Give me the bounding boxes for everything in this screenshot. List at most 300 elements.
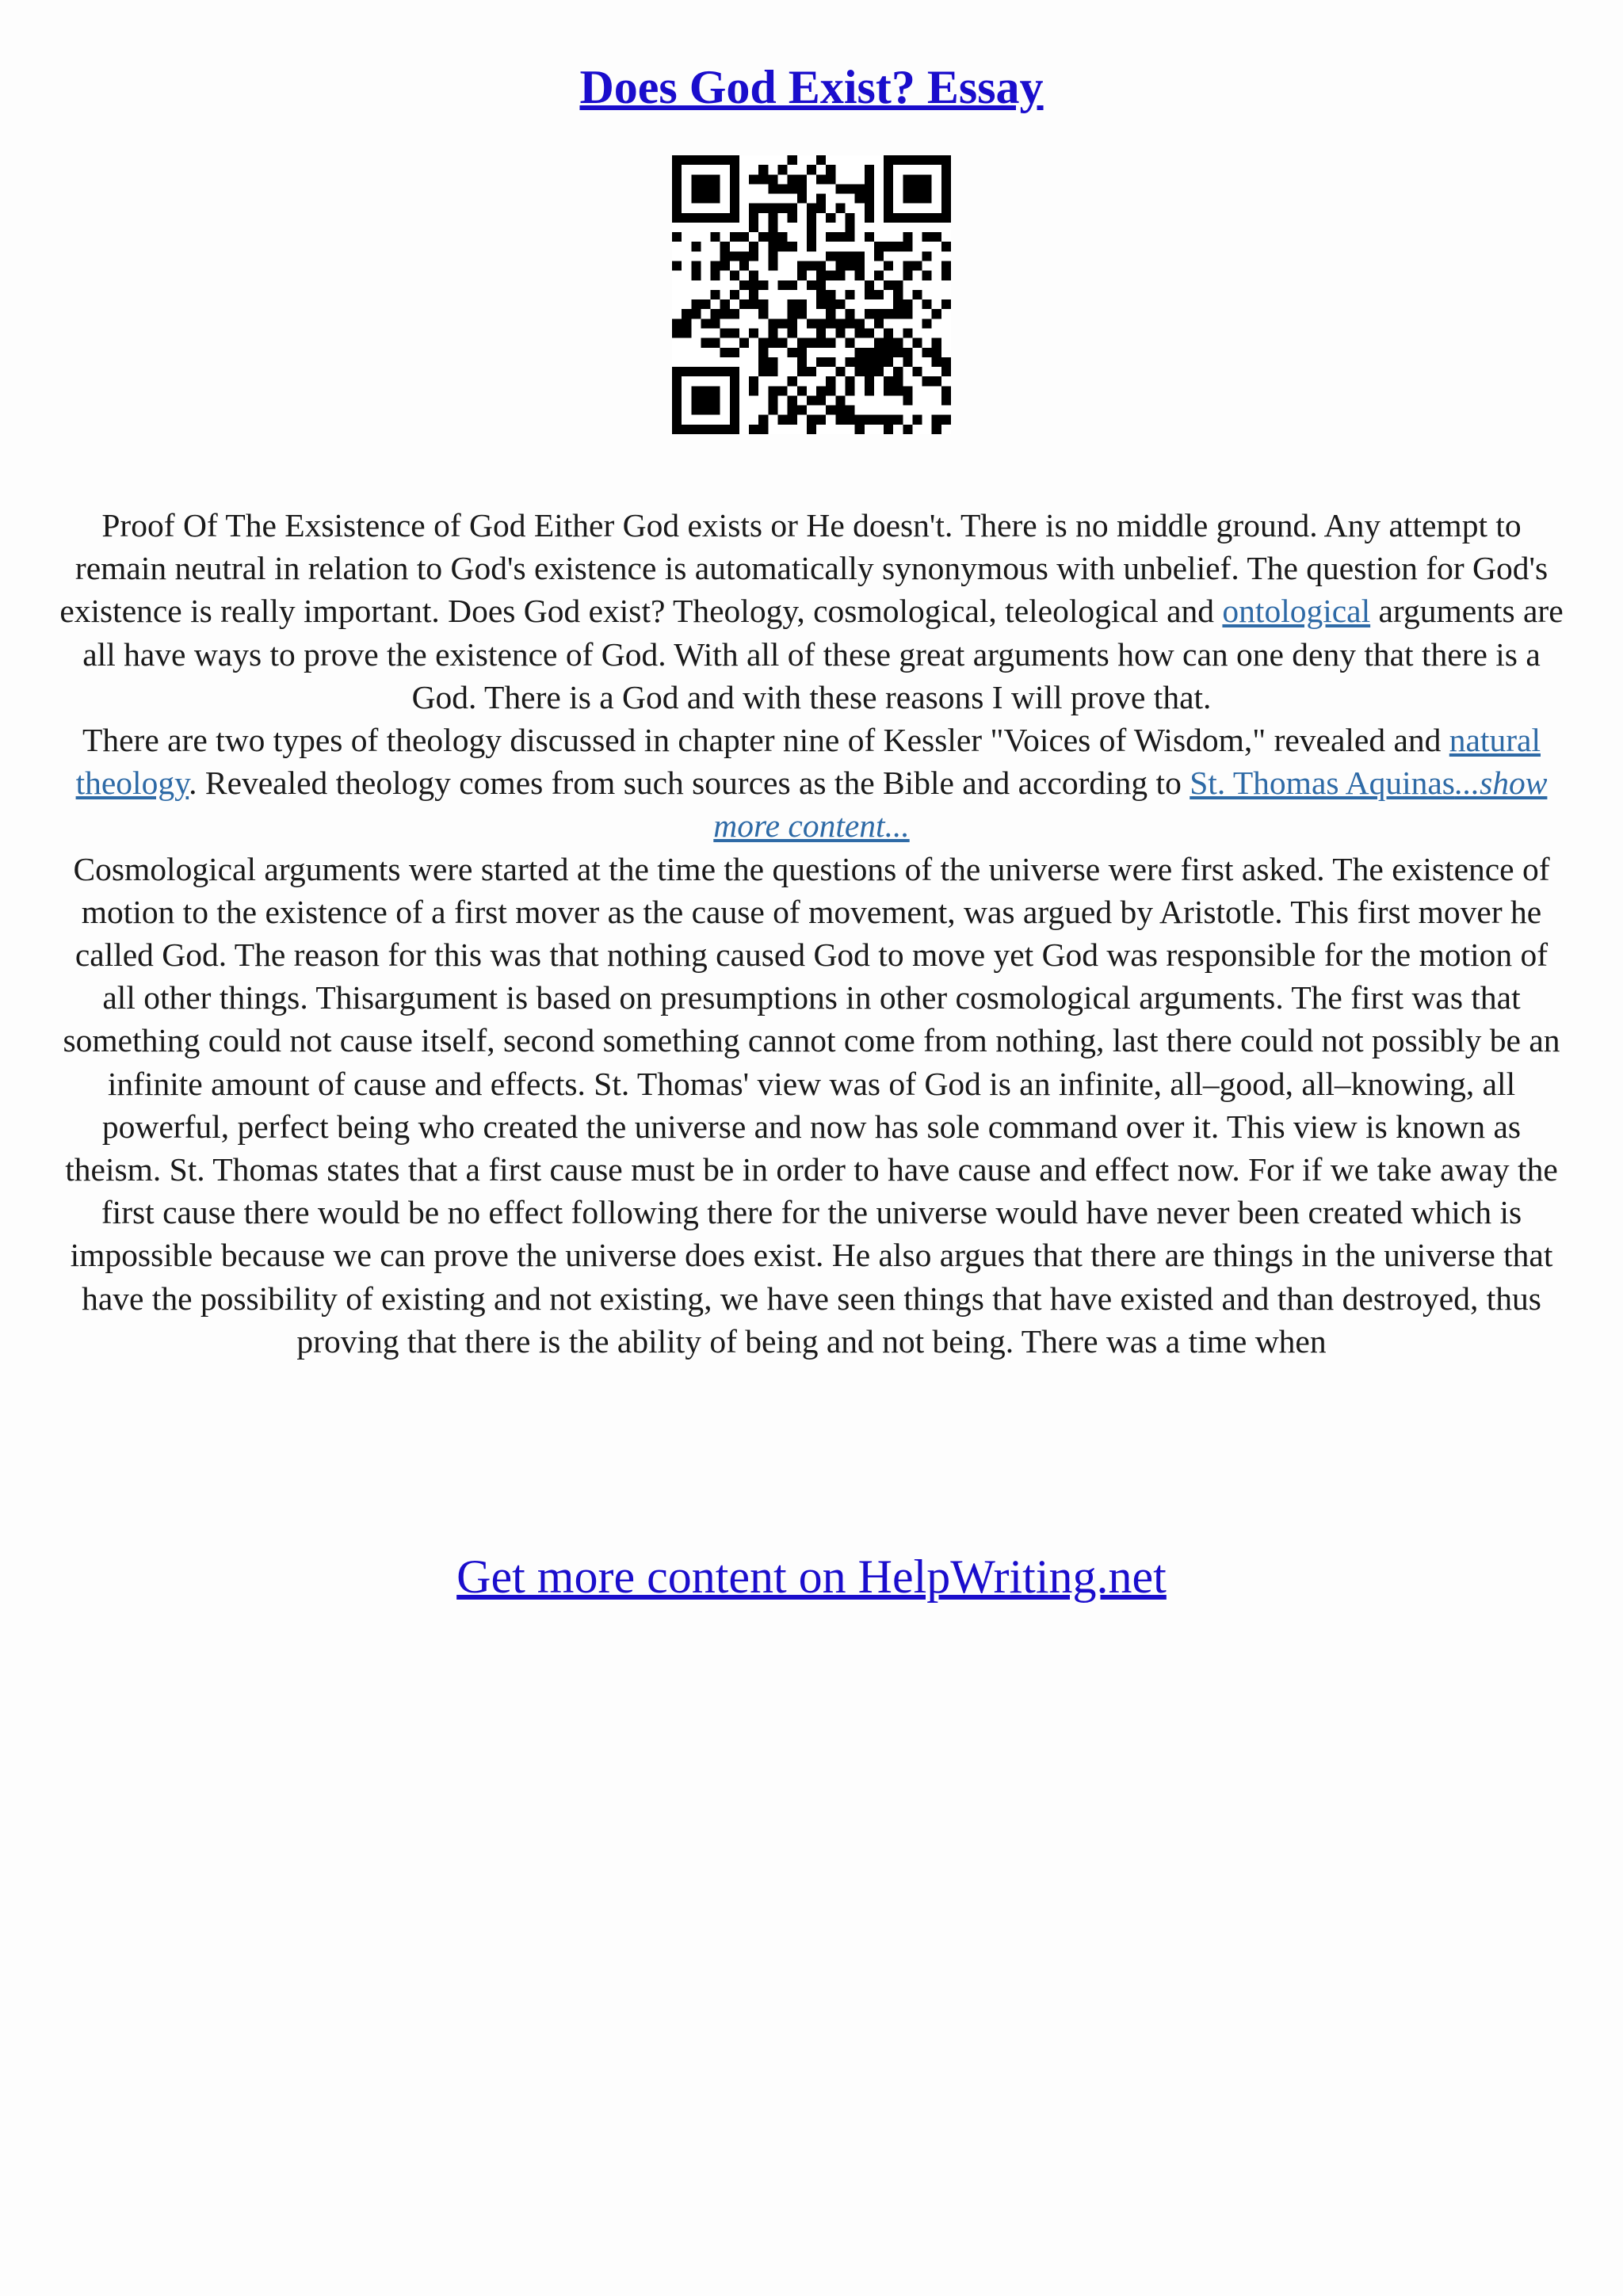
qr-module bbox=[903, 386, 912, 395]
qr-module bbox=[941, 367, 951, 376]
qr-module bbox=[691, 194, 701, 204]
qr-module bbox=[855, 328, 865, 338]
qr-module bbox=[758, 357, 768, 367]
qr-module bbox=[768, 395, 777, 405]
qr-module bbox=[893, 213, 903, 223]
qr-module bbox=[884, 213, 893, 223]
qr-module bbox=[730, 309, 739, 318]
qr-module bbox=[730, 165, 739, 174]
qr-module bbox=[884, 357, 893, 367]
qr-module bbox=[922, 174, 932, 184]
qr-module bbox=[711, 395, 720, 405]
qr-module bbox=[835, 328, 845, 338]
qr-module bbox=[835, 299, 845, 309]
qr-module bbox=[778, 232, 788, 242]
qr-module bbox=[835, 261, 845, 271]
qr-module bbox=[845, 223, 854, 232]
qr-module bbox=[768, 204, 777, 213]
qr-module bbox=[758, 415, 768, 425]
qr-module bbox=[884, 338, 893, 348]
qr-module bbox=[826, 165, 835, 174]
qr-module bbox=[672, 165, 682, 174]
qr-module bbox=[672, 155, 682, 165]
qr-module bbox=[826, 174, 835, 184]
qr-module bbox=[816, 328, 826, 338]
qr-module bbox=[720, 348, 730, 357]
qr-module bbox=[730, 204, 739, 213]
qr-module bbox=[778, 318, 788, 328]
qr-module bbox=[701, 406, 710, 415]
qr-module bbox=[932, 338, 941, 348]
qr-module bbox=[778, 242, 788, 251]
qr-module bbox=[903, 194, 912, 204]
qr-module bbox=[874, 415, 884, 425]
qr-module bbox=[941, 155, 951, 165]
qr-module bbox=[711, 367, 720, 376]
helpwriting-link[interactable]: Get more content on HelpWriting.net bbox=[456, 1550, 1167, 1603]
qr-code-graphic bbox=[672, 155, 951, 434]
qr-module bbox=[730, 194, 739, 204]
qr-module bbox=[807, 204, 816, 213]
qr-module bbox=[845, 251, 854, 261]
qr-module bbox=[788, 348, 797, 357]
qr-module bbox=[826, 213, 835, 223]
qr-module bbox=[893, 242, 903, 251]
qr-module bbox=[903, 155, 912, 165]
qr-module bbox=[826, 338, 835, 348]
qr-module bbox=[932, 213, 941, 223]
qr-module bbox=[701, 318, 710, 328]
qr-module bbox=[691, 261, 701, 271]
paragraph-intro-text-a: Proof Of The Exsistence of God Either God exists or He doesn't. There is no middle ground. Any attempt to remain neutral in relation to God's existence is automatically synonymous with unbelief. The question for God's existence is really important. Does God exist? Theology, cosmological, teleological and bbox=[59, 507, 1549, 630]
qr-module bbox=[845, 232, 854, 242]
qr-module bbox=[816, 338, 826, 348]
qr-module bbox=[845, 213, 854, 223]
qr-module bbox=[749, 425, 758, 434]
qr-module bbox=[807, 280, 816, 290]
qr-module bbox=[922, 155, 932, 165]
qr-module bbox=[672, 213, 682, 223]
qr-module bbox=[720, 328, 730, 338]
qr-module bbox=[835, 318, 845, 328]
qr-module bbox=[672, 328, 682, 338]
qr-module bbox=[701, 213, 710, 223]
qr-module bbox=[884, 155, 893, 165]
qr-module bbox=[672, 184, 682, 193]
qr-module bbox=[941, 242, 951, 251]
qr-module bbox=[768, 386, 777, 395]
qr-module bbox=[682, 318, 691, 328]
qr-module bbox=[788, 309, 797, 318]
qr-module bbox=[701, 299, 710, 309]
qr-module bbox=[672, 174, 682, 184]
qr-module bbox=[730, 395, 739, 405]
ontological-link[interactable]: ontological bbox=[1222, 593, 1371, 630]
qr-module bbox=[768, 261, 777, 271]
qr-module bbox=[749, 223, 758, 232]
qr-module bbox=[807, 338, 816, 348]
qr-module bbox=[884, 328, 893, 338]
qr-module bbox=[788, 395, 797, 405]
qr-module bbox=[758, 348, 768, 357]
qr-module bbox=[816, 204, 826, 213]
qr-module bbox=[711, 338, 720, 348]
qr-module bbox=[922, 348, 932, 357]
qr-module bbox=[730, 367, 739, 376]
qr-module bbox=[797, 348, 807, 357]
qr-module bbox=[903, 357, 912, 367]
qr-module bbox=[865, 290, 874, 299]
qr-module bbox=[932, 348, 941, 357]
qr-module bbox=[711, 174, 720, 184]
qr-module bbox=[874, 251, 884, 261]
qr-module bbox=[874, 242, 884, 251]
qr-module bbox=[826, 376, 835, 386]
qr-module bbox=[855, 348, 865, 357]
qr-module bbox=[730, 184, 739, 193]
qr-module bbox=[672, 406, 682, 415]
qr-module bbox=[691, 299, 701, 309]
qr-module bbox=[720, 251, 730, 261]
qr-module bbox=[711, 232, 720, 242]
qr-module bbox=[797, 184, 807, 193]
qr-module bbox=[912, 338, 922, 348]
qr-module bbox=[730, 348, 739, 357]
show-more-link[interactable]: ...show more content... bbox=[713, 765, 1548, 845]
qr-module bbox=[816, 194, 826, 204]
qr-module bbox=[691, 174, 701, 184]
qr-module bbox=[912, 155, 922, 165]
qr-module bbox=[835, 406, 845, 415]
qr-module bbox=[749, 376, 758, 386]
qr-module bbox=[807, 415, 816, 425]
qr-module bbox=[691, 367, 701, 376]
qr-module bbox=[672, 376, 682, 386]
qr-module bbox=[845, 338, 854, 348]
qr-module bbox=[826, 309, 835, 318]
qr-module bbox=[730, 425, 739, 434]
qr-module bbox=[788, 213, 797, 223]
qr-module bbox=[845, 415, 854, 425]
qr-module bbox=[797, 261, 807, 271]
qr-module bbox=[941, 194, 951, 204]
qr-module bbox=[807, 223, 816, 232]
qr-module bbox=[701, 425, 710, 434]
qr-module bbox=[941, 174, 951, 184]
qr-module bbox=[701, 338, 710, 348]
qr-module bbox=[912, 261, 922, 271]
qr-module bbox=[797, 271, 807, 280]
qr-module bbox=[835, 204, 845, 213]
qr-module bbox=[778, 386, 788, 395]
qr-module bbox=[865, 348, 874, 357]
qr-module bbox=[768, 174, 777, 184]
qr-module bbox=[739, 232, 749, 242]
qr-module bbox=[855, 271, 865, 280]
qr-module bbox=[903, 261, 912, 271]
qr-module bbox=[701, 386, 710, 395]
qr-module bbox=[797, 357, 807, 367]
qr-module bbox=[672, 425, 682, 434]
qr-module bbox=[855, 184, 865, 193]
footer-cta bbox=[0, 1545, 1623, 1608]
qr-module bbox=[845, 290, 854, 299]
qr-module bbox=[730, 376, 739, 386]
qr-module bbox=[941, 165, 951, 174]
qr-module bbox=[826, 357, 835, 367]
qr-module bbox=[672, 194, 682, 204]
qr-module bbox=[932, 309, 941, 318]
qr-module bbox=[797, 386, 807, 395]
qr-module bbox=[711, 261, 720, 271]
qr-module bbox=[941, 204, 951, 213]
qr-module bbox=[788, 280, 797, 290]
qr-module bbox=[874, 357, 884, 367]
qr-module bbox=[845, 261, 854, 271]
qr-module bbox=[730, 174, 739, 184]
qr-module bbox=[884, 174, 893, 184]
qr-module bbox=[701, 155, 710, 165]
qr-module bbox=[701, 174, 710, 184]
qr-module bbox=[691, 406, 701, 415]
qr-module bbox=[807, 395, 816, 405]
aquinas-link[interactable]: St. Thomas Aquinas bbox=[1190, 765, 1455, 802]
qr-module bbox=[730, 328, 739, 338]
qr-module bbox=[816, 271, 826, 280]
qr-module bbox=[797, 406, 807, 415]
qr-module bbox=[720, 213, 730, 223]
qr-module bbox=[816, 174, 826, 184]
qr-module bbox=[903, 184, 912, 193]
qr-module bbox=[691, 395, 701, 405]
qr-module bbox=[788, 299, 797, 309]
qr-module bbox=[816, 261, 826, 271]
qr-module bbox=[874, 348, 884, 357]
qr-module bbox=[932, 415, 941, 425]
qr-module bbox=[874, 367, 884, 376]
qr-module bbox=[932, 376, 941, 386]
qr-module bbox=[672, 232, 682, 242]
qr-module bbox=[932, 232, 941, 242]
qr-module bbox=[816, 357, 826, 367]
qr-module bbox=[768, 242, 777, 251]
qr-module bbox=[865, 174, 874, 184]
qr-module bbox=[711, 406, 720, 415]
qr-module bbox=[720, 299, 730, 309]
qr-module bbox=[884, 415, 893, 425]
qr-module bbox=[893, 155, 903, 165]
qr-module bbox=[720, 155, 730, 165]
qr-module bbox=[730, 415, 739, 425]
qr-module bbox=[941, 395, 951, 405]
qr-module bbox=[826, 232, 835, 242]
qr-module bbox=[691, 425, 701, 434]
qr-module bbox=[922, 271, 932, 280]
qr-module bbox=[941, 213, 951, 223]
qr-module bbox=[903, 328, 912, 338]
qr-module bbox=[903, 309, 912, 318]
qr-module bbox=[893, 290, 903, 299]
qr-module bbox=[807, 261, 816, 271]
qr-module bbox=[711, 194, 720, 204]
qr-module bbox=[758, 204, 768, 213]
qr-module bbox=[749, 280, 758, 290]
qr-module bbox=[778, 280, 788, 290]
qr-module bbox=[788, 155, 797, 165]
qr-module bbox=[816, 318, 826, 328]
qr-module bbox=[835, 415, 845, 425]
qr-module bbox=[865, 280, 874, 290]
qr-module bbox=[816, 395, 826, 405]
page-title bbox=[0, 55, 1623, 119]
paragraph-theology-text-b: . Revealed theology comes from such sources as the Bible and according to bbox=[189, 765, 1190, 802]
qr-module bbox=[730, 155, 739, 165]
qr-module bbox=[778, 338, 788, 348]
qr-module bbox=[835, 271, 845, 280]
qr-module bbox=[730, 213, 739, 223]
qr-module bbox=[893, 415, 903, 425]
qr-module bbox=[855, 357, 865, 367]
qr-module bbox=[903, 348, 912, 357]
qr-module bbox=[922, 318, 932, 328]
qr-module bbox=[941, 386, 951, 395]
qr-module bbox=[730, 290, 739, 299]
qr-module bbox=[711, 155, 720, 165]
qr-module bbox=[807, 367, 816, 376]
qr-module bbox=[797, 194, 807, 204]
qr-module bbox=[807, 213, 816, 223]
qr-module bbox=[884, 425, 893, 434]
paragraph-intro bbox=[55, 504, 1568, 719]
qr-module bbox=[932, 425, 941, 434]
qr-module bbox=[788, 328, 797, 338]
qr-module bbox=[826, 290, 835, 299]
qr-module bbox=[855, 194, 865, 204]
qr-module bbox=[922, 194, 932, 204]
qr-module bbox=[816, 290, 826, 299]
qr-module bbox=[922, 299, 932, 309]
qr-module bbox=[682, 328, 691, 338]
qr-module bbox=[941, 357, 951, 367]
qr-module bbox=[768, 338, 777, 348]
qr-module bbox=[893, 338, 903, 348]
qr-module bbox=[903, 174, 912, 184]
qr-module bbox=[739, 299, 749, 309]
qr-module bbox=[855, 251, 865, 261]
qr-module bbox=[711, 184, 720, 193]
qr-module bbox=[788, 415, 797, 425]
qr-module bbox=[720, 367, 730, 376]
qr-module bbox=[835, 395, 845, 405]
qr-module bbox=[682, 155, 691, 165]
qr-module bbox=[865, 184, 874, 193]
qr-module bbox=[711, 271, 720, 280]
qr-module bbox=[758, 280, 768, 290]
qr-module bbox=[682, 425, 691, 434]
qr-module bbox=[682, 367, 691, 376]
qr-module bbox=[912, 415, 922, 425]
qr-module bbox=[711, 318, 720, 328]
qr-module bbox=[816, 386, 826, 395]
qr-module bbox=[691, 271, 701, 280]
qr-module bbox=[720, 425, 730, 434]
paragraph-theology-text-a: There are two types of theology discussed in chapter nine of Kessler "Voices of Wisdom," revealed and bbox=[82, 722, 1449, 759]
qr-module bbox=[912, 194, 922, 204]
qr-module bbox=[874, 318, 884, 328]
qr-module bbox=[845, 376, 854, 386]
qr-module bbox=[788, 318, 797, 328]
qr-module bbox=[768, 328, 777, 338]
qr-module bbox=[691, 184, 701, 193]
qr-module bbox=[903, 232, 912, 242]
qr-module bbox=[730, 271, 739, 280]
qr-module bbox=[855, 318, 865, 328]
qr-module bbox=[701, 184, 710, 193]
qr-module bbox=[749, 328, 758, 338]
title-link[interactable]: Does God Exist? Essay bbox=[579, 61, 1044, 113]
qr-module bbox=[672, 367, 682, 376]
qr-module bbox=[912, 213, 922, 223]
qr-module bbox=[701, 395, 710, 405]
qr-module bbox=[874, 309, 884, 318]
qr-module bbox=[682, 213, 691, 223]
qr-module bbox=[768, 357, 777, 367]
qr-module bbox=[865, 357, 874, 367]
qr-module bbox=[941, 261, 951, 271]
paragraph-intro-text-b: arguments are all have ways to prove the existence of God. With all of these great arguments how can one deny that there is a God. There is a God and with these reasons I will prove that. bbox=[82, 593, 1564, 715]
qr-module bbox=[865, 213, 874, 223]
qr-module bbox=[884, 280, 893, 290]
essay-body bbox=[55, 504, 1568, 1363]
qr-module bbox=[816, 299, 826, 309]
qr-module bbox=[884, 261, 893, 271]
qr-module bbox=[711, 425, 720, 434]
qr-module bbox=[826, 299, 835, 309]
qr-module bbox=[749, 290, 758, 299]
qr-module bbox=[749, 174, 758, 184]
qr-module bbox=[816, 415, 826, 425]
qr-module bbox=[922, 213, 932, 223]
qr-module bbox=[816, 155, 826, 165]
qr-module bbox=[912, 174, 922, 184]
paragraph-cosmological: Cosmological arguments were started at the time the questions of the universe were first asked. The existence of motion to the existence of a first mover as the cause of movement, was argued by Aristotle. This first mover he called God. The reason for this was that nothing caused God to move yet God was responsible for the motion of all other things. Thisargument is based on presumptions in other cosmological arguments. The first was that something could not cause itself, second something cannot come from nothing, last there could not possibly be an infinite amount of cause and effects. St. Thomas' view was of God is an infinite, all–good, all–knowing, all powerful, perfect being who created the universe and now has sole command over it. This view is known as theism. St. Thomas states that a first cause must be in order to have cause and effect now. For if we take away the first cause there would be no effect following there for the universe would have never been created which is impossible because we can prove the universe does exist. He also argues that there are things in the universe that have the possibility of existing and not existing, we have seen things that have existed and than destroyed, thus proving that there is the ability of being and not being. There was a time when bbox=[63, 850, 1560, 1360]
qr-module bbox=[865, 367, 874, 376]
qr-module bbox=[797, 174, 807, 184]
qr-module bbox=[807, 242, 816, 251]
qr-module bbox=[845, 357, 854, 367]
qr-module bbox=[797, 367, 807, 376]
qr-module bbox=[749, 299, 758, 309]
qr-module bbox=[730, 232, 739, 242]
qr-module bbox=[730, 386, 739, 395]
qr-module bbox=[691, 309, 701, 318]
qr-module bbox=[807, 318, 816, 328]
qr-module bbox=[826, 318, 835, 328]
qr-module bbox=[845, 309, 854, 318]
natural-theology-link[interactable]: natural theology bbox=[75, 722, 1541, 802]
qr-module bbox=[788, 204, 797, 213]
qr-module bbox=[845, 386, 854, 395]
qr-module bbox=[941, 415, 951, 425]
qr-module bbox=[893, 367, 903, 376]
qr-module bbox=[941, 184, 951, 193]
qr-module bbox=[788, 376, 797, 386]
qr-module bbox=[768, 184, 777, 193]
qr-module bbox=[903, 299, 912, 309]
qr-module bbox=[768, 251, 777, 261]
qr-module bbox=[749, 386, 758, 395]
qr-module bbox=[778, 184, 788, 193]
